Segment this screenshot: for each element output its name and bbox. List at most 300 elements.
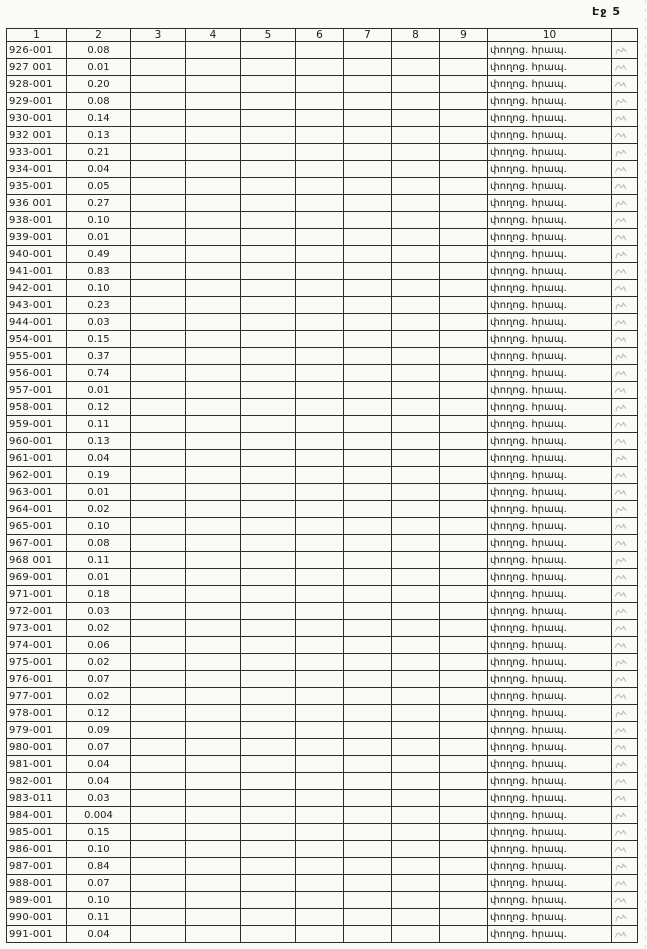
empty-cell <box>344 807 392 824</box>
parcel-code-cell: 980-001 <box>7 739 67 756</box>
table-row <box>7 535 638 552</box>
empty-cell <box>344 535 392 552</box>
empty-cell <box>344 620 392 637</box>
table-row <box>7 144 638 161</box>
empty-cell <box>392 518 440 535</box>
area-value-cell: 0.07 <box>67 875 131 892</box>
margin-annotation <box>612 93 638 110</box>
empty-cell <box>131 722 186 739</box>
empty-cell <box>241 297 296 314</box>
empty-cell <box>241 178 296 195</box>
empty-cell <box>186 756 241 773</box>
empty-cell <box>241 144 296 161</box>
empty-cell <box>440 331 488 348</box>
margin-scribble-icon <box>613 230 630 243</box>
empty-cell <box>344 518 392 535</box>
empty-cell <box>186 501 241 518</box>
empty-cell <box>241 739 296 756</box>
empty-cell <box>241 484 296 501</box>
column-header: 3 <box>131 29 186 42</box>
table-row <box>7 127 638 144</box>
empty-cell <box>131 467 186 484</box>
empty-cell <box>241 229 296 246</box>
land-use-note-cell: փողոց. հրապ. <box>488 824 612 841</box>
empty-cell <box>186 382 241 399</box>
empty-cell <box>241 76 296 93</box>
margin-scribble-icon <box>614 419 629 430</box>
land-use-note-cell: փողոց. հրապ. <box>488 620 612 637</box>
empty-cell <box>131 807 186 824</box>
area-value-cell: 0.02 <box>67 654 131 671</box>
empty-cell <box>131 569 186 586</box>
area-value-cell: 0.01 <box>67 569 131 586</box>
empty-cell <box>392 620 440 637</box>
empty-cell <box>440 467 488 484</box>
parcel-code-cell: 962-001 <box>7 467 67 484</box>
empty-cell <box>392 722 440 739</box>
land-use-note-cell: փողոց. հրապ. <box>488 467 612 484</box>
margin-scribble-icon <box>613 587 630 600</box>
empty-cell <box>296 76 344 93</box>
land-use-note-cell: փողոց. հրապ. <box>488 603 612 620</box>
empty-cell <box>241 773 296 790</box>
empty-cell <box>392 501 440 518</box>
empty-cell <box>440 824 488 841</box>
empty-cell <box>440 586 488 603</box>
empty-cell <box>241 654 296 671</box>
empty-cell <box>344 110 392 127</box>
empty-cell <box>392 178 440 195</box>
empty-cell <box>296 297 344 314</box>
land-use-note-cell: փողոց. հրապ. <box>488 297 612 314</box>
area-value-cell: 0.15 <box>67 824 131 841</box>
margin-scribble-icon <box>613 332 630 345</box>
empty-cell <box>131 654 186 671</box>
empty-cell <box>296 263 344 280</box>
margin-annotation <box>612 195 638 212</box>
area-value-cell: 0.03 <box>67 603 131 620</box>
parcel-code-cell: 982-001 <box>7 773 67 790</box>
table-row <box>7 280 638 297</box>
margin-annotation <box>612 161 638 178</box>
empty-cell <box>296 807 344 824</box>
parcel-code-cell: 977-001 <box>7 688 67 705</box>
area-value-cell: 0.18 <box>67 586 131 603</box>
margin-annotation <box>612 348 638 365</box>
land-use-note-cell: փողոց. հրապ. <box>488 569 612 586</box>
empty-cell <box>186 875 241 892</box>
margin-scribble-icon <box>613 808 630 821</box>
table-row <box>7 331 638 348</box>
empty-cell <box>392 331 440 348</box>
empty-cell <box>392 569 440 586</box>
empty-cell <box>440 229 488 246</box>
empty-cell <box>186 399 241 416</box>
empty-cell <box>344 246 392 263</box>
empty-cell <box>344 603 392 620</box>
empty-cell <box>440 722 488 739</box>
margin-annotation <box>612 654 638 671</box>
empty-cell <box>296 348 344 365</box>
empty-cell <box>241 467 296 484</box>
area-value-cell: 0.12 <box>67 705 131 722</box>
scan-edge-artifact <box>645 0 646 949</box>
empty-cell <box>131 178 186 195</box>
empty-cell <box>131 858 186 875</box>
parcel-code-cell: 954-001 <box>7 331 67 348</box>
empty-cell <box>241 603 296 620</box>
empty-cell <box>440 569 488 586</box>
empty-cell <box>241 535 296 552</box>
page-number-label: Էջ 5 <box>592 5 621 18</box>
empty-cell <box>344 756 392 773</box>
land-use-note-cell: փողոց. հրապ. <box>488 807 612 824</box>
empty-cell <box>186 42 241 59</box>
empty-cell <box>241 93 296 110</box>
margin-annotation <box>612 416 638 433</box>
empty-cell <box>186 688 241 705</box>
land-use-note-cell: փողոց. հրապ. <box>488 331 612 348</box>
margin-scribble-icon <box>613 757 630 770</box>
empty-cell <box>440 76 488 93</box>
area-value-cell: 0.23 <box>67 297 131 314</box>
area-value-cell: 0.01 <box>67 229 131 246</box>
empty-cell <box>296 314 344 331</box>
empty-cell <box>392 212 440 229</box>
margin-scribble-icon <box>613 553 630 566</box>
table-row <box>7 348 638 365</box>
empty-cell <box>296 195 344 212</box>
empty-cell <box>440 603 488 620</box>
empty-cell <box>296 144 344 161</box>
margin-scribble-icon <box>613 145 630 158</box>
empty-cell <box>440 807 488 824</box>
area-value-cell: 0.11 <box>67 416 131 433</box>
empty-cell <box>392 756 440 773</box>
area-value-cell: 0.02 <box>67 620 131 637</box>
empty-cell <box>241 926 296 943</box>
empty-cell <box>440 127 488 144</box>
empty-cell <box>241 790 296 807</box>
margin-annotation <box>612 110 638 127</box>
empty-cell <box>440 93 488 110</box>
empty-cell <box>296 705 344 722</box>
empty-cell <box>440 161 488 178</box>
margin-scribble-icon <box>613 281 630 294</box>
empty-cell <box>241 212 296 229</box>
empty-cell <box>186 739 241 756</box>
empty-cell <box>186 263 241 280</box>
empty-cell <box>392 552 440 569</box>
empty-cell <box>392 433 440 450</box>
empty-cell <box>392 467 440 484</box>
empty-cell <box>186 790 241 807</box>
empty-cell <box>296 178 344 195</box>
area-value-cell: 0.01 <box>67 59 131 76</box>
empty-cell <box>186 518 241 535</box>
table-row <box>7 399 638 416</box>
empty-cell <box>440 433 488 450</box>
parcel-code-cell: 981-001 <box>7 756 67 773</box>
empty-cell <box>392 535 440 552</box>
margin-annotation <box>612 739 638 756</box>
empty-cell <box>131 433 186 450</box>
empty-cell <box>131 59 186 76</box>
margin-annotation <box>612 671 638 688</box>
empty-cell <box>440 858 488 875</box>
empty-cell <box>241 348 296 365</box>
parcel-code-cell: 978-001 <box>7 705 67 722</box>
empty-cell <box>131 484 186 501</box>
empty-cell <box>440 654 488 671</box>
empty-cell <box>344 263 392 280</box>
margin-annotation <box>612 229 638 246</box>
empty-cell <box>296 654 344 671</box>
empty-cell <box>440 416 488 433</box>
empty-cell <box>440 518 488 535</box>
land-use-note-cell: փողոց. հրապ. <box>488 110 612 127</box>
table-row <box>7 722 638 739</box>
empty-cell <box>131 671 186 688</box>
land-use-note-cell: փողոց. հրապ. <box>488 858 612 875</box>
empty-cell <box>296 739 344 756</box>
empty-cell <box>131 739 186 756</box>
empty-cell <box>392 790 440 807</box>
empty-cell <box>241 671 296 688</box>
margin-annotation <box>612 314 638 331</box>
area-value-cell: 0.10 <box>67 841 131 858</box>
column-header: 2 <box>67 29 131 42</box>
empty-cell <box>440 773 488 790</box>
area-value-cell: 0.03 <box>67 314 131 331</box>
empty-cell <box>296 909 344 926</box>
land-use-note-cell: փողոց. հրապ. <box>488 76 612 93</box>
parcel-code-cell: 960-001 <box>7 433 67 450</box>
area-value-cell: 0.21 <box>67 144 131 161</box>
empty-cell <box>186 212 241 229</box>
margin-scribble-icon <box>613 604 630 617</box>
land-use-note-cell: փողոց. հրապ. <box>488 739 612 756</box>
empty-cell <box>241 59 296 76</box>
empty-cell <box>131 110 186 127</box>
land-use-note-cell: փողոց. հրապ. <box>488 909 612 926</box>
empty-cell <box>296 586 344 603</box>
empty-cell <box>186 416 241 433</box>
margin-annotation <box>612 42 638 59</box>
table-row <box>7 314 638 331</box>
empty-cell <box>186 603 241 620</box>
area-value-cell: 0.74 <box>67 365 131 382</box>
empty-cell <box>296 365 344 382</box>
empty-cell <box>296 892 344 909</box>
empty-cell <box>241 586 296 603</box>
parcel-code-cell: 959-001 <box>7 416 67 433</box>
table-row <box>7 875 638 892</box>
empty-cell <box>392 348 440 365</box>
margin-scribble-icon <box>614 470 629 481</box>
margin-scribble-icon <box>614 113 629 124</box>
empty-cell <box>344 858 392 875</box>
land-use-note-cell: փողոց. հրապ. <box>488 892 612 909</box>
empty-cell <box>344 399 392 416</box>
parcel-code-cell: 927 001 <box>7 59 67 76</box>
empty-cell <box>440 195 488 212</box>
empty-cell <box>344 501 392 518</box>
empty-cell <box>241 433 296 450</box>
margin-scribble-icon <box>614 929 629 940</box>
empty-cell <box>241 807 296 824</box>
land-use-note-cell: փողոց. հրապ. <box>488 535 612 552</box>
parcel-code-cell: 972-001 <box>7 603 67 620</box>
table-row <box>7 892 638 909</box>
empty-cell <box>296 790 344 807</box>
empty-cell <box>241 195 296 212</box>
empty-cell <box>440 756 488 773</box>
empty-cell <box>131 637 186 654</box>
margin-annotation <box>612 756 638 773</box>
table-row <box>7 229 638 246</box>
table-row <box>7 790 638 807</box>
empty-cell <box>344 586 392 603</box>
empty-cell <box>131 42 186 59</box>
empty-cell <box>186 195 241 212</box>
empty-cell <box>241 501 296 518</box>
table-row <box>7 416 638 433</box>
empty-cell <box>186 144 241 161</box>
empty-cell <box>344 654 392 671</box>
empty-cell <box>296 841 344 858</box>
empty-cell <box>392 739 440 756</box>
empty-cell <box>296 382 344 399</box>
table-row <box>7 450 638 467</box>
land-use-note-cell: փողոց. հրապ. <box>488 59 612 76</box>
land-use-note-cell: փողոց. հրապ. <box>488 926 612 943</box>
empty-cell <box>241 314 296 331</box>
empty-cell <box>344 365 392 382</box>
empty-cell <box>186 93 241 110</box>
area-value-cell: 0.09 <box>67 722 131 739</box>
margin-annotation <box>612 450 638 467</box>
table-row <box>7 518 638 535</box>
margin-annotation <box>612 127 638 144</box>
area-value-cell: 0.04 <box>67 773 131 790</box>
table-row <box>7 246 638 263</box>
empty-cell <box>186 331 241 348</box>
empty-cell <box>344 705 392 722</box>
empty-cell <box>186 161 241 178</box>
margin-scribble-icon <box>613 536 630 549</box>
empty-cell <box>241 722 296 739</box>
land-use-note-cell: փողոց. հրապ. <box>488 229 612 246</box>
empty-cell <box>440 484 488 501</box>
area-value-cell: 0.11 <box>67 909 131 926</box>
document-table <box>6 28 638 943</box>
empty-cell <box>344 161 392 178</box>
table-header-row <box>7 29 638 42</box>
margin-scribble-icon <box>613 706 630 719</box>
margin-annotation <box>612 331 638 348</box>
empty-cell <box>392 807 440 824</box>
empty-cell <box>241 450 296 467</box>
parcel-code-cell: 961-001 <box>7 450 67 467</box>
empty-cell <box>440 246 488 263</box>
land-use-note-cell: փողոց. հրապ. <box>488 875 612 892</box>
parcel-code-cell: 928-001 <box>7 76 67 93</box>
margin-annotation <box>612 552 638 569</box>
empty-cell <box>344 926 392 943</box>
empty-cell <box>241 127 296 144</box>
margin-scribble-icon <box>613 128 630 141</box>
empty-cell <box>440 739 488 756</box>
margin-scribble-icon <box>613 893 630 906</box>
empty-cell <box>186 654 241 671</box>
empty-cell <box>296 552 344 569</box>
empty-cell <box>241 280 296 297</box>
empty-cell <box>241 824 296 841</box>
empty-cell <box>241 110 296 127</box>
parcel-code-cell: 942-001 <box>7 280 67 297</box>
margin-annotation <box>612 875 638 892</box>
table-row <box>7 552 638 569</box>
margin-scribble-icon <box>613 485 630 498</box>
land-use-note-cell: փողոց. հրապ. <box>488 501 612 518</box>
land-use-note-cell: փողոց. հրապ. <box>488 518 612 535</box>
empty-cell <box>241 552 296 569</box>
land-use-note-cell: փողոց. հրապ. <box>488 654 612 671</box>
empty-cell <box>186 484 241 501</box>
empty-cell <box>131 314 186 331</box>
empty-cell <box>131 263 186 280</box>
table-row <box>7 858 638 875</box>
empty-cell <box>296 603 344 620</box>
margin-annotation <box>612 586 638 603</box>
land-use-note-cell: փողոց. հրապ. <box>488 195 612 212</box>
margin-annotation <box>612 365 638 382</box>
empty-cell <box>241 909 296 926</box>
empty-cell <box>186 127 241 144</box>
table-row <box>7 671 638 688</box>
empty-cell <box>392 144 440 161</box>
empty-cell <box>296 212 344 229</box>
empty-cell <box>241 569 296 586</box>
empty-cell <box>241 705 296 722</box>
empty-cell <box>186 671 241 688</box>
empty-cell <box>241 688 296 705</box>
land-use-note-cell: փողոց. հրապ. <box>488 399 612 416</box>
empty-cell <box>392 603 440 620</box>
empty-cell <box>392 110 440 127</box>
land-use-note-cell: փողոց. հրապ. <box>488 280 612 297</box>
empty-cell <box>296 688 344 705</box>
empty-cell <box>344 212 392 229</box>
table-row <box>7 705 638 722</box>
table-row <box>7 586 638 603</box>
empty-cell <box>186 110 241 127</box>
area-value-cell: 0.13 <box>67 433 131 450</box>
margin-annotation <box>612 858 638 875</box>
empty-cell <box>131 93 186 110</box>
parcel-code-cell: 933-001 <box>7 144 67 161</box>
parcel-code-cell: 990-001 <box>7 909 67 926</box>
table-row <box>7 637 638 654</box>
empty-cell <box>296 620 344 637</box>
parcel-code-cell: 976-001 <box>7 671 67 688</box>
empty-cell <box>296 501 344 518</box>
margin-annotation <box>612 892 638 909</box>
empty-cell <box>440 365 488 382</box>
empty-cell <box>392 450 440 467</box>
empty-cell <box>241 399 296 416</box>
